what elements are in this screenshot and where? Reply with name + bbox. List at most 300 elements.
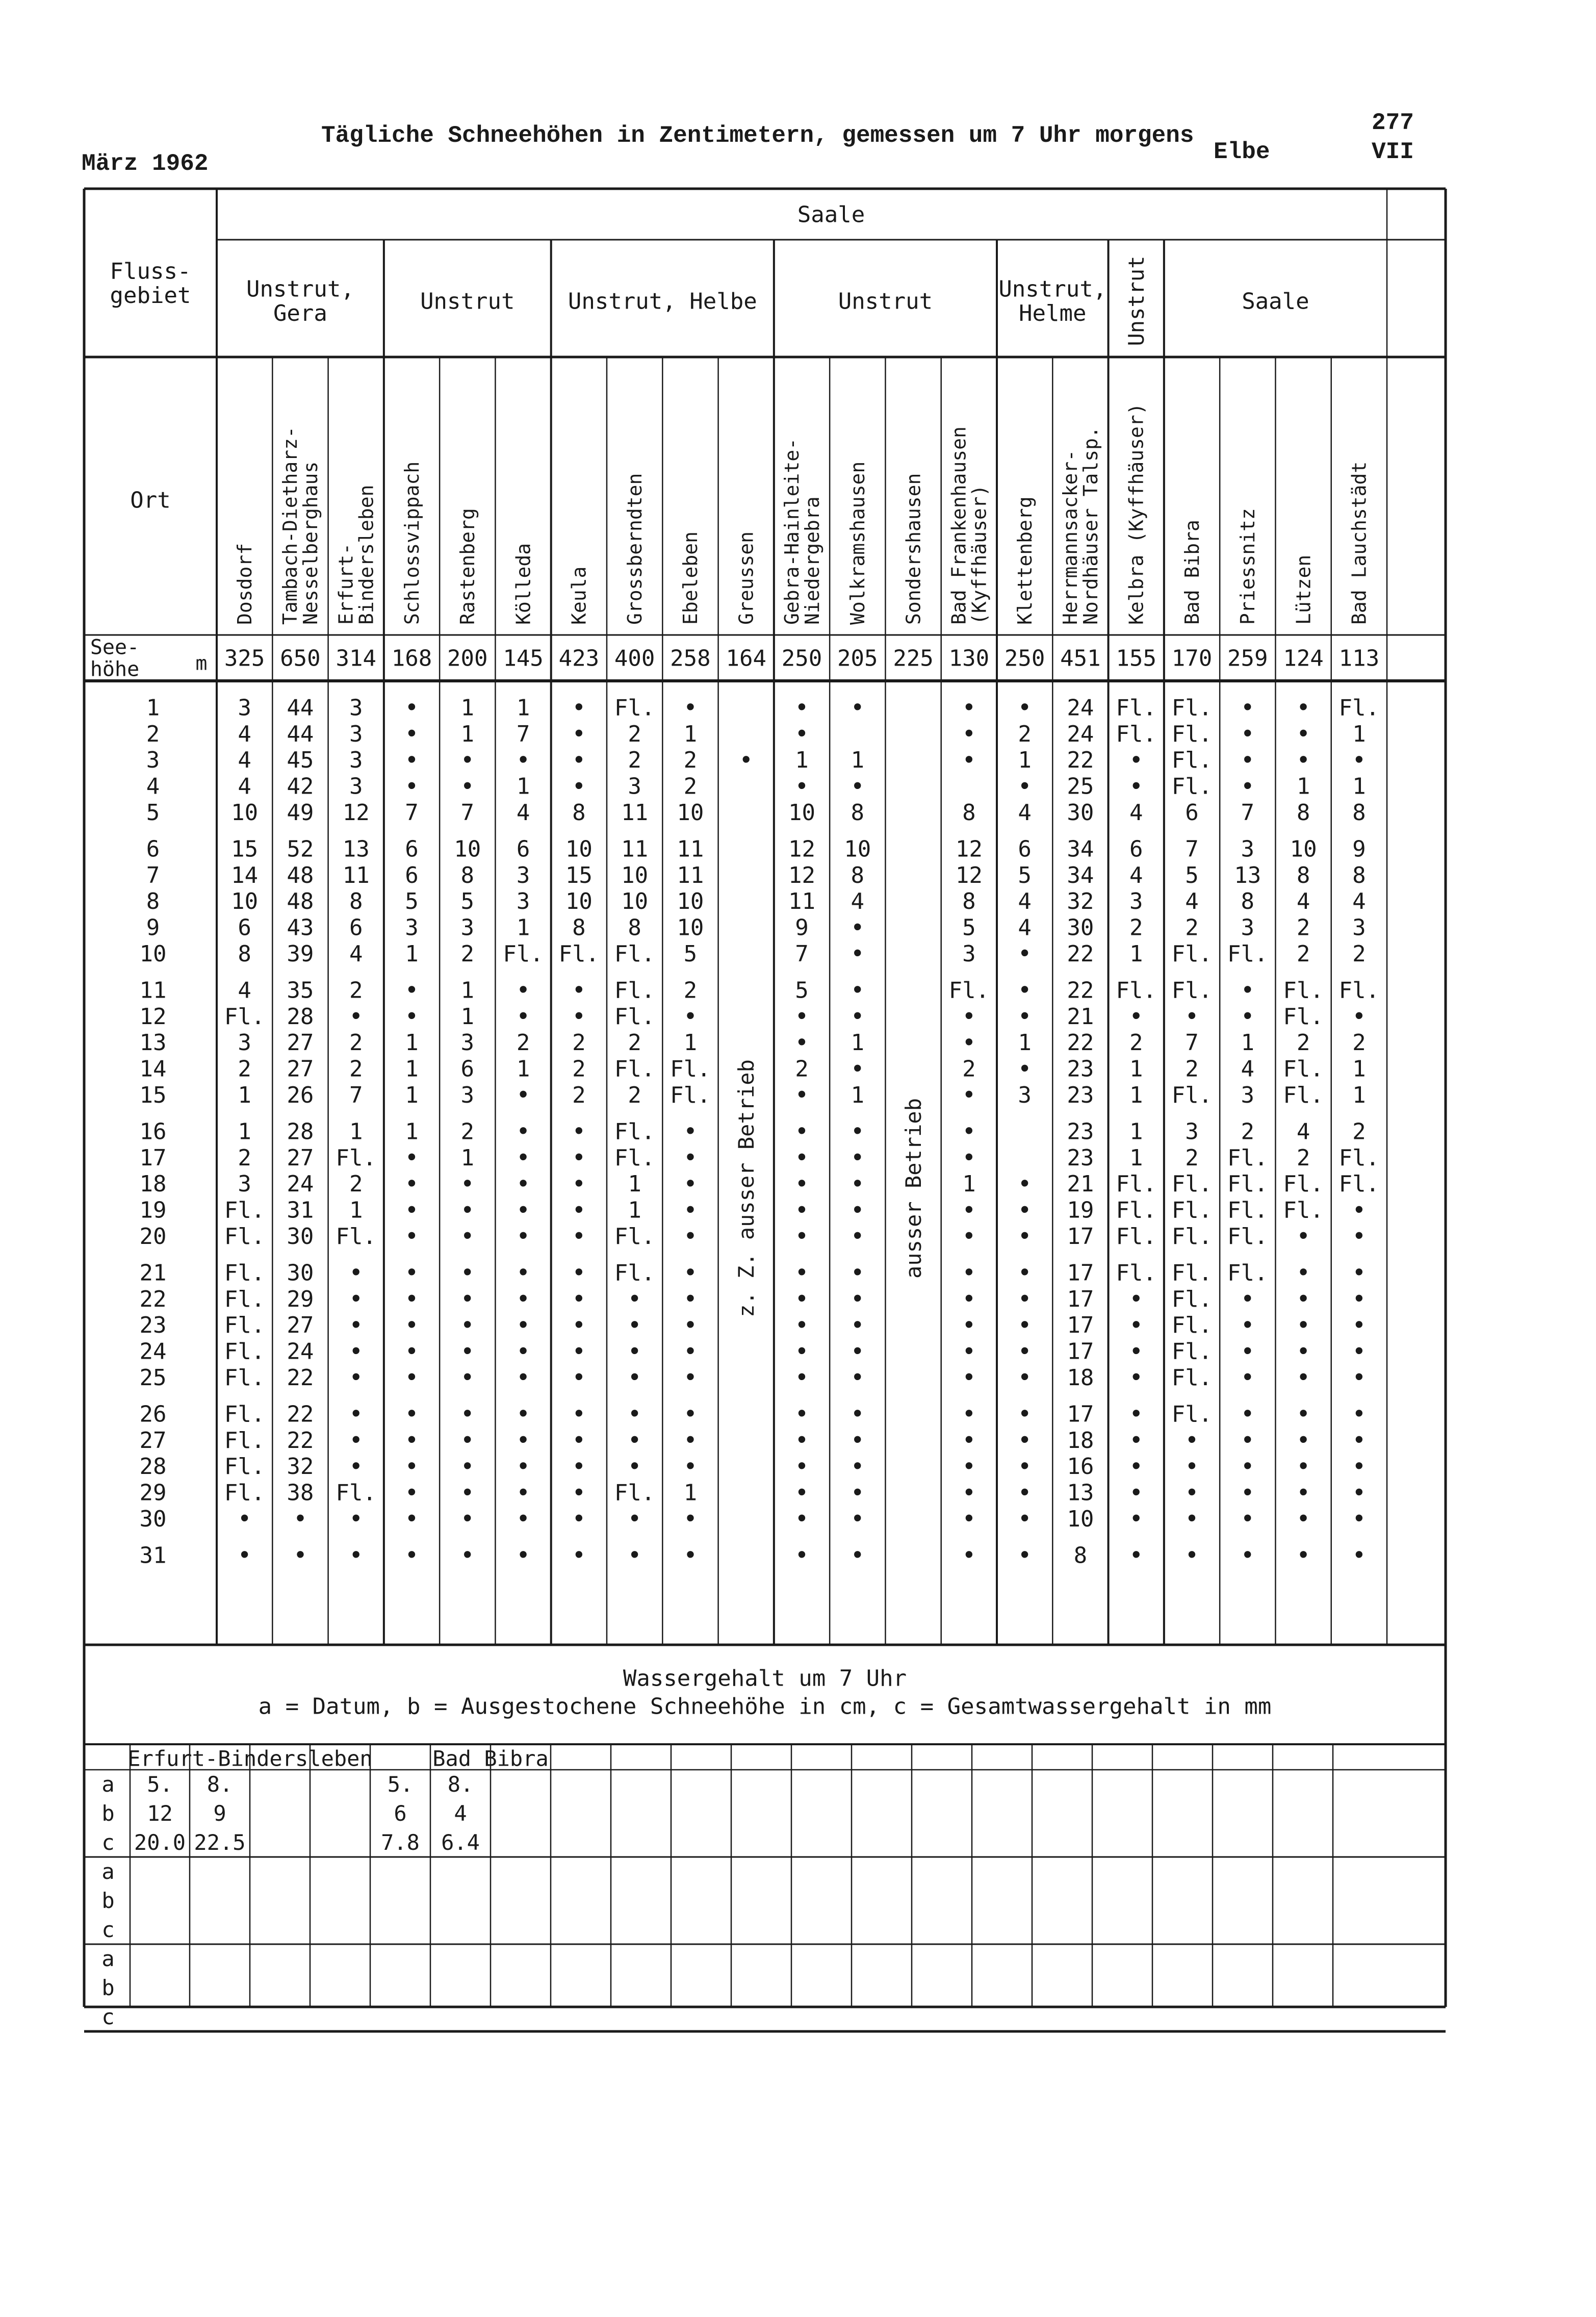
- station-name: Greussen: [735, 531, 758, 625]
- snow-value: •: [349, 1426, 364, 1454]
- snow-value: Fl.: [224, 1003, 265, 1030]
- snow-value: 5: [460, 888, 475, 915]
- station-name: Gebra-Hainleite-Niedergebra: [780, 438, 823, 625]
- snow-value: •: [1017, 1002, 1032, 1030]
- snow-value: •: [683, 1400, 698, 1428]
- snow-value: •: [572, 746, 586, 774]
- day-number: 19: [139, 1197, 167, 1224]
- snow-value: •: [683, 1259, 698, 1287]
- snow-value: 2: [1185, 1144, 1199, 1171]
- snow-value: 4: [1018, 888, 1032, 915]
- snow-value: 30: [1067, 914, 1094, 941]
- snow-value: •: [794, 1426, 809, 1454]
- snow-value: Fl.: [1116, 1171, 1156, 1198]
- snow-value: 1: [405, 1030, 419, 1056]
- snow-value: •: [1352, 1002, 1367, 1030]
- snow-value: •: [237, 1541, 252, 1569]
- snow-value: •: [516, 1337, 530, 1365]
- snow-value: 10: [844, 836, 871, 862]
- snow-value: 1: [1018, 747, 1032, 774]
- snow-value: 8: [851, 800, 865, 826]
- snow-value: 1: [516, 773, 530, 800]
- region-label: Elbe: [1214, 139, 1270, 165]
- snow-value: 7: [1241, 800, 1255, 826]
- snow-value: Fl.: [1171, 1401, 1213, 1428]
- snow-value: •: [1240, 1363, 1255, 1391]
- snow-value: •: [1129, 1285, 1144, 1313]
- snow-value: •: [1129, 746, 1144, 774]
- snow-value: •: [1296, 1400, 1310, 1428]
- snow-value: •: [683, 1222, 698, 1250]
- snow-value: 7: [405, 800, 419, 826]
- snow-value: 30: [1067, 800, 1094, 826]
- snow-value: 2: [1296, 941, 1310, 967]
- station-elevation: 130: [948, 645, 990, 672]
- snow-value: 13: [1234, 862, 1262, 888]
- snow-value: •: [572, 1505, 586, 1533]
- snow-value: 2: [628, 747, 641, 774]
- snow-value: 12: [342, 800, 370, 826]
- snow-value: 2: [962, 1056, 976, 1082]
- snow-value: •: [794, 694, 809, 722]
- day-number: 11: [139, 977, 167, 1004]
- snow-value: •: [572, 1222, 586, 1250]
- snow-value: •: [794, 1143, 809, 1172]
- station-name: Rastenberg: [456, 508, 479, 625]
- snow-value: Fl.: [1171, 1224, 1213, 1250]
- snow-value: 7: [795, 941, 809, 967]
- snow-value: 8: [1352, 862, 1366, 888]
- snow-value: •: [349, 1285, 364, 1313]
- snow-value: Fl.: [1338, 977, 1380, 1004]
- snow-value: •: [627, 1285, 642, 1313]
- snow-value: 11: [621, 800, 649, 826]
- snow-value: •: [627, 1452, 642, 1480]
- water-row-label: a: [101, 1946, 115, 1972]
- snow-value: 1: [1352, 773, 1366, 800]
- snow-value: •: [1352, 1311, 1367, 1339]
- snow-value: •: [794, 1259, 809, 1287]
- snow-value: 7: [516, 721, 530, 747]
- snow-value: 21: [1067, 1003, 1094, 1030]
- snow-value: •: [962, 720, 976, 748]
- snow-value: •: [1185, 1479, 1199, 1507]
- snow-value: 29: [287, 1286, 314, 1312]
- snow-value: Fl.: [1171, 721, 1213, 747]
- snow-value: •: [404, 1285, 419, 1313]
- snow-value: •: [1017, 1363, 1032, 1391]
- snow-value: •: [572, 1479, 586, 1507]
- snow-value: 1: [1352, 1056, 1366, 1082]
- snow-value: •: [404, 1452, 419, 1480]
- snow-value: •: [1352, 1259, 1367, 1287]
- snow-value: •: [850, 1426, 865, 1454]
- snow-value: Fl.: [224, 1365, 265, 1391]
- water-depth: 9: [213, 1801, 226, 1826]
- day-number: 27: [139, 1427, 167, 1454]
- snow-value: •: [850, 1002, 865, 1030]
- snow-value: •: [962, 1285, 976, 1313]
- snow-value: 2: [628, 721, 641, 747]
- snow-value: 1: [1129, 1118, 1143, 1145]
- snow-value: 2: [1352, 1030, 1366, 1056]
- snow-value: •: [460, 1222, 475, 1250]
- snow-value: •: [572, 976, 586, 1004]
- snow-value: •: [572, 1259, 586, 1287]
- snow-value: 10: [565, 888, 593, 915]
- snow-value: 4: [1241, 1056, 1255, 1082]
- snow-value: •: [850, 1337, 865, 1365]
- snow-value: 15: [565, 862, 593, 888]
- snow-value: 28: [287, 1118, 314, 1145]
- snow-value: •: [962, 1081, 976, 1109]
- snow-value: 10: [1290, 836, 1317, 862]
- snow-value: 7: [1185, 1030, 1199, 1056]
- snow-value: 3: [628, 773, 641, 800]
- snow-value: •: [404, 772, 419, 800]
- snow-value: •: [1240, 1479, 1255, 1507]
- snow-value: 11: [788, 888, 815, 915]
- water-content: 7.8: [381, 1830, 420, 1855]
- snow-value: 21: [1067, 1171, 1094, 1198]
- day-number: 29: [139, 1480, 167, 1506]
- snow-value: •: [1017, 1196, 1032, 1224]
- snow-value: •: [962, 1452, 976, 1480]
- snow-value: 1: [1018, 1030, 1032, 1056]
- snow-value: •: [1129, 1337, 1144, 1365]
- station-elevation: 124: [1283, 645, 1324, 672]
- subbasin-label: Unstrut, Helme: [998, 276, 1107, 327]
- snow-value: 4: [1129, 862, 1143, 888]
- snow-value: 32: [1067, 888, 1094, 915]
- snow-value: 1: [460, 977, 475, 1004]
- snow-value: •: [962, 1002, 976, 1030]
- snow-value: Fl.: [1227, 1171, 1268, 1198]
- snow-value: •: [1185, 1426, 1199, 1454]
- snow-value: •: [460, 1426, 475, 1454]
- snow-value: •: [850, 939, 865, 967]
- snow-value: •: [1017, 1285, 1032, 1313]
- snow-value: 10: [621, 888, 649, 915]
- snow-value: Fl.: [1283, 1082, 1324, 1108]
- snow-value: 10: [454, 836, 481, 862]
- snow-value: •: [794, 1541, 809, 1569]
- snow-value: Fl.: [1171, 1286, 1213, 1312]
- snow-value: 4: [1018, 914, 1032, 941]
- snow-value: •: [683, 1452, 698, 1480]
- page-title: Tägliche Schneehöhen in Zentimetern, gemessen um 7 Uhr morgens: [321, 122, 1194, 149]
- snow-value: •: [794, 1285, 809, 1313]
- snow-value: 3: [349, 747, 363, 774]
- station-elevation: 423: [558, 645, 600, 672]
- snow-value: 3: [349, 695, 363, 721]
- snow-value: 3: [405, 914, 419, 941]
- snow-value: •: [794, 1311, 809, 1339]
- snow-value: 2: [1296, 914, 1310, 941]
- snow-value: 6: [1018, 836, 1032, 862]
- snow-value: •: [1296, 1541, 1310, 1569]
- station-elevation: 400: [614, 645, 655, 672]
- snow-value: •: [1129, 1426, 1144, 1454]
- snow-value: •: [1185, 1541, 1199, 1569]
- snow-value: 10: [788, 800, 815, 826]
- water-depth: 6: [394, 1801, 407, 1826]
- snow-value: Fl.: [1338, 695, 1380, 721]
- snow-value: 1: [851, 1030, 865, 1056]
- snow-value: •: [516, 1002, 530, 1030]
- snow-value: •: [1240, 1452, 1255, 1480]
- station-name: Klettenberg: [1013, 496, 1036, 625]
- snow-value: Fl.: [1116, 695, 1156, 721]
- snow-value: •: [516, 1505, 530, 1533]
- station-name: Ebeleben: [679, 531, 702, 625]
- snow-value: •: [794, 1452, 809, 1480]
- snow-value: •: [627, 1505, 642, 1533]
- snow-value: 2: [460, 1118, 475, 1145]
- seehoehe-unit: m: [195, 652, 208, 675]
- snow-value: 8: [962, 888, 976, 915]
- day-number: 20: [139, 1224, 167, 1250]
- snow-value: 22: [1067, 1030, 1094, 1056]
- volume-label: VII: [1372, 139, 1414, 165]
- snow-value: Fl.: [614, 941, 655, 967]
- snow-value: 9: [1352, 836, 1366, 862]
- snow-value: •: [572, 1169, 586, 1198]
- snow-value: Fl.: [558, 941, 600, 967]
- snow-value: Fl.: [1283, 1056, 1324, 1082]
- snow-value: •: [794, 1400, 809, 1428]
- water-content: 20.0: [134, 1830, 186, 1855]
- snow-value: 4: [851, 888, 865, 915]
- water-row-label: b: [101, 1801, 115, 1826]
- snow-value: •: [516, 1479, 530, 1507]
- snow-value: •: [516, 746, 530, 774]
- snow-value: 6: [405, 862, 419, 888]
- station-elevation: 259: [1227, 645, 1268, 672]
- snow-value: •: [1017, 1452, 1032, 1480]
- snow-value: 2: [349, 1030, 363, 1056]
- snow-value: •: [1017, 1259, 1032, 1287]
- snow-value: •: [683, 694, 698, 722]
- snow-value: •: [850, 694, 865, 722]
- snow-value: Fl.: [1171, 1082, 1213, 1108]
- snow-value: •: [1017, 1541, 1032, 1569]
- snow-value: Fl.: [1283, 1003, 1324, 1030]
- snow-value: •: [1296, 1452, 1310, 1480]
- day-number: 22: [139, 1286, 167, 1312]
- snow-value: 2: [1018, 721, 1032, 747]
- snow-value: Fl.: [1227, 1144, 1268, 1171]
- snow-value: 1: [349, 1197, 363, 1224]
- snow-value: •: [1240, 1311, 1255, 1339]
- snow-value: 52: [287, 836, 314, 862]
- day-number: 7: [146, 862, 160, 888]
- snow-value: •: [683, 1541, 698, 1569]
- out-of-service-note: ausser Betrieb: [900, 1098, 926, 1279]
- snow-value: •: [850, 1363, 865, 1391]
- snow-value: 2: [683, 747, 698, 774]
- snow-value: •: [1240, 1505, 1255, 1533]
- station-name: Sondershausen: [902, 473, 925, 625]
- snow-value: •: [349, 1311, 364, 1339]
- snow-value: •: [962, 1311, 976, 1339]
- snow-value: •: [460, 1363, 475, 1391]
- snow-value: 8: [1296, 800, 1310, 826]
- day-number: 12: [139, 1003, 167, 1030]
- snow-value: 2: [349, 977, 363, 1004]
- station-name: Schlossvippach: [400, 461, 423, 625]
- snow-value: 2: [572, 1030, 586, 1056]
- snow-value: 34: [1067, 862, 1094, 888]
- snow-value: •: [404, 694, 419, 722]
- snow-value: 7: [349, 1082, 363, 1108]
- snow-value: •: [460, 1196, 475, 1224]
- snow-value: •: [794, 1196, 809, 1224]
- snow-value: •: [460, 1452, 475, 1480]
- snow-value: Fl.: [1171, 1312, 1213, 1339]
- water-row-label: c: [101, 2004, 115, 2030]
- station-elevation: 250: [1004, 645, 1045, 672]
- snow-value: •: [1240, 694, 1255, 722]
- snow-value: 25: [1067, 773, 1094, 800]
- day-number: 14: [139, 1056, 167, 1082]
- snow-value: 5: [683, 941, 698, 967]
- snow-value: •: [404, 1400, 419, 1428]
- water-station: Bad Bibra: [432, 1746, 549, 1771]
- snow-value: •: [627, 1337, 642, 1365]
- snow-value: •: [683, 1337, 698, 1365]
- snow-value: •: [1129, 772, 1144, 800]
- snow-value: 10: [677, 914, 704, 941]
- snow-value: •: [962, 1426, 976, 1454]
- snow-value: •: [683, 1143, 698, 1172]
- snow-value: •: [516, 1259, 530, 1287]
- snow-value: 3: [1241, 1082, 1255, 1108]
- snow-value: •: [572, 1311, 586, 1339]
- snow-value: Fl.: [614, 1118, 655, 1145]
- snow-value: 13: [1067, 1480, 1094, 1506]
- snow-value: •: [1296, 1479, 1310, 1507]
- snow-value: •: [1185, 1452, 1199, 1480]
- snow-value: 1: [349, 1118, 363, 1145]
- day-number: 8: [146, 888, 160, 915]
- snow-value: 11: [342, 862, 370, 888]
- snow-value: 27: [287, 1056, 314, 1082]
- snow-value: 17: [1067, 1312, 1094, 1339]
- snow-value: Fl.: [670, 1082, 711, 1108]
- station-elevation: 170: [1171, 645, 1213, 672]
- snow-value: Fl.: [1171, 773, 1213, 800]
- day-number: 2: [146, 721, 160, 747]
- station-name: Dosdorf: [233, 543, 256, 625]
- snow-value: 3: [1352, 914, 1366, 941]
- snow-value: •: [962, 1196, 976, 1224]
- snow-value: 6: [516, 836, 530, 862]
- snow-value: 5: [405, 888, 419, 915]
- snow-value: 24: [1067, 695, 1094, 721]
- snow-value: •: [516, 1143, 530, 1172]
- snow-value: Fl.: [1171, 1171, 1213, 1198]
- water-title: Wassergehalt um 7 Uhr: [623, 1665, 907, 1692]
- snow-value: •: [572, 1337, 586, 1365]
- snow-value: 8: [1296, 862, 1310, 888]
- subbasin-label: Saale: [1242, 288, 1309, 315]
- snow-value: 1: [405, 1082, 419, 1108]
- snow-value: 2: [1296, 1144, 1310, 1171]
- snow-value: 4: [238, 747, 251, 774]
- snow-value: Fl.: [503, 941, 544, 967]
- snow-value: •: [516, 976, 530, 1004]
- water-date: 8.: [447, 1772, 474, 1797]
- snow-value: 3: [1241, 836, 1255, 862]
- snow-value: 6: [1185, 800, 1199, 826]
- snow-value: •: [850, 1505, 865, 1533]
- snow-value: 2: [1185, 1056, 1199, 1082]
- snow-value: •: [850, 913, 865, 941]
- snow-value: Fl.: [1116, 977, 1156, 1004]
- snow-value: •: [1352, 1222, 1367, 1250]
- snow-value: •: [1017, 1479, 1032, 1507]
- station-name: Lützen: [1292, 554, 1315, 625]
- snow-value: •: [850, 1117, 865, 1145]
- snow-value: 42: [287, 773, 314, 800]
- snow-value: •: [1352, 746, 1367, 774]
- snow-value: 26: [287, 1082, 314, 1108]
- snow-value: •: [683, 1505, 698, 1533]
- snow-value: 1: [628, 1197, 641, 1224]
- snow-value: •: [1017, 1311, 1032, 1339]
- snow-value: 22: [287, 1365, 314, 1391]
- snow-value: •: [1296, 1426, 1310, 1454]
- day-number: 4: [146, 773, 160, 800]
- snow-value: •: [572, 1196, 586, 1224]
- snow-value: •: [404, 1337, 419, 1365]
- subbasin-label: Unstrut, Gera: [246, 276, 354, 327]
- day-number: 31: [139, 1542, 167, 1569]
- snow-value: •: [1240, 1426, 1255, 1454]
- snow-value: 1: [1296, 773, 1310, 800]
- snow-value: •: [349, 1541, 364, 1569]
- snow-value: •: [1129, 1505, 1144, 1533]
- snow-value: •: [516, 1081, 530, 1109]
- snow-value: •: [516, 1222, 530, 1250]
- snow-value: 1: [851, 1082, 865, 1108]
- day-number: 17: [139, 1144, 167, 1171]
- snow-value: 8: [349, 888, 363, 915]
- snow-value: •: [516, 1426, 530, 1454]
- snow-value: Fl.: [1171, 941, 1213, 967]
- snow-value: •: [404, 1143, 419, 1172]
- snow-value: 43: [287, 914, 314, 941]
- ort-label: Ort: [130, 487, 171, 514]
- snow-value: 27: [287, 1030, 314, 1056]
- snow-value: 4: [1185, 888, 1199, 915]
- station-name: Erfurt-Bindersleben: [334, 485, 378, 625]
- water-depth: 12: [147, 1801, 173, 1826]
- snow-value: 17: [1067, 1401, 1094, 1428]
- snow-value: 1: [1129, 1082, 1143, 1108]
- snow-value: •: [516, 1311, 530, 1339]
- snow-value: 24: [287, 1171, 314, 1198]
- snow-value: 8: [572, 914, 586, 941]
- snow-value: Fl.: [224, 1454, 265, 1480]
- snow-value: 23: [1067, 1082, 1094, 1108]
- snow-value: 22: [1067, 747, 1094, 774]
- snow-value: •: [1129, 1479, 1144, 1507]
- water-depth: 4: [454, 1801, 467, 1826]
- snow-value: •: [460, 1505, 475, 1533]
- snow-value: •: [1352, 1479, 1367, 1507]
